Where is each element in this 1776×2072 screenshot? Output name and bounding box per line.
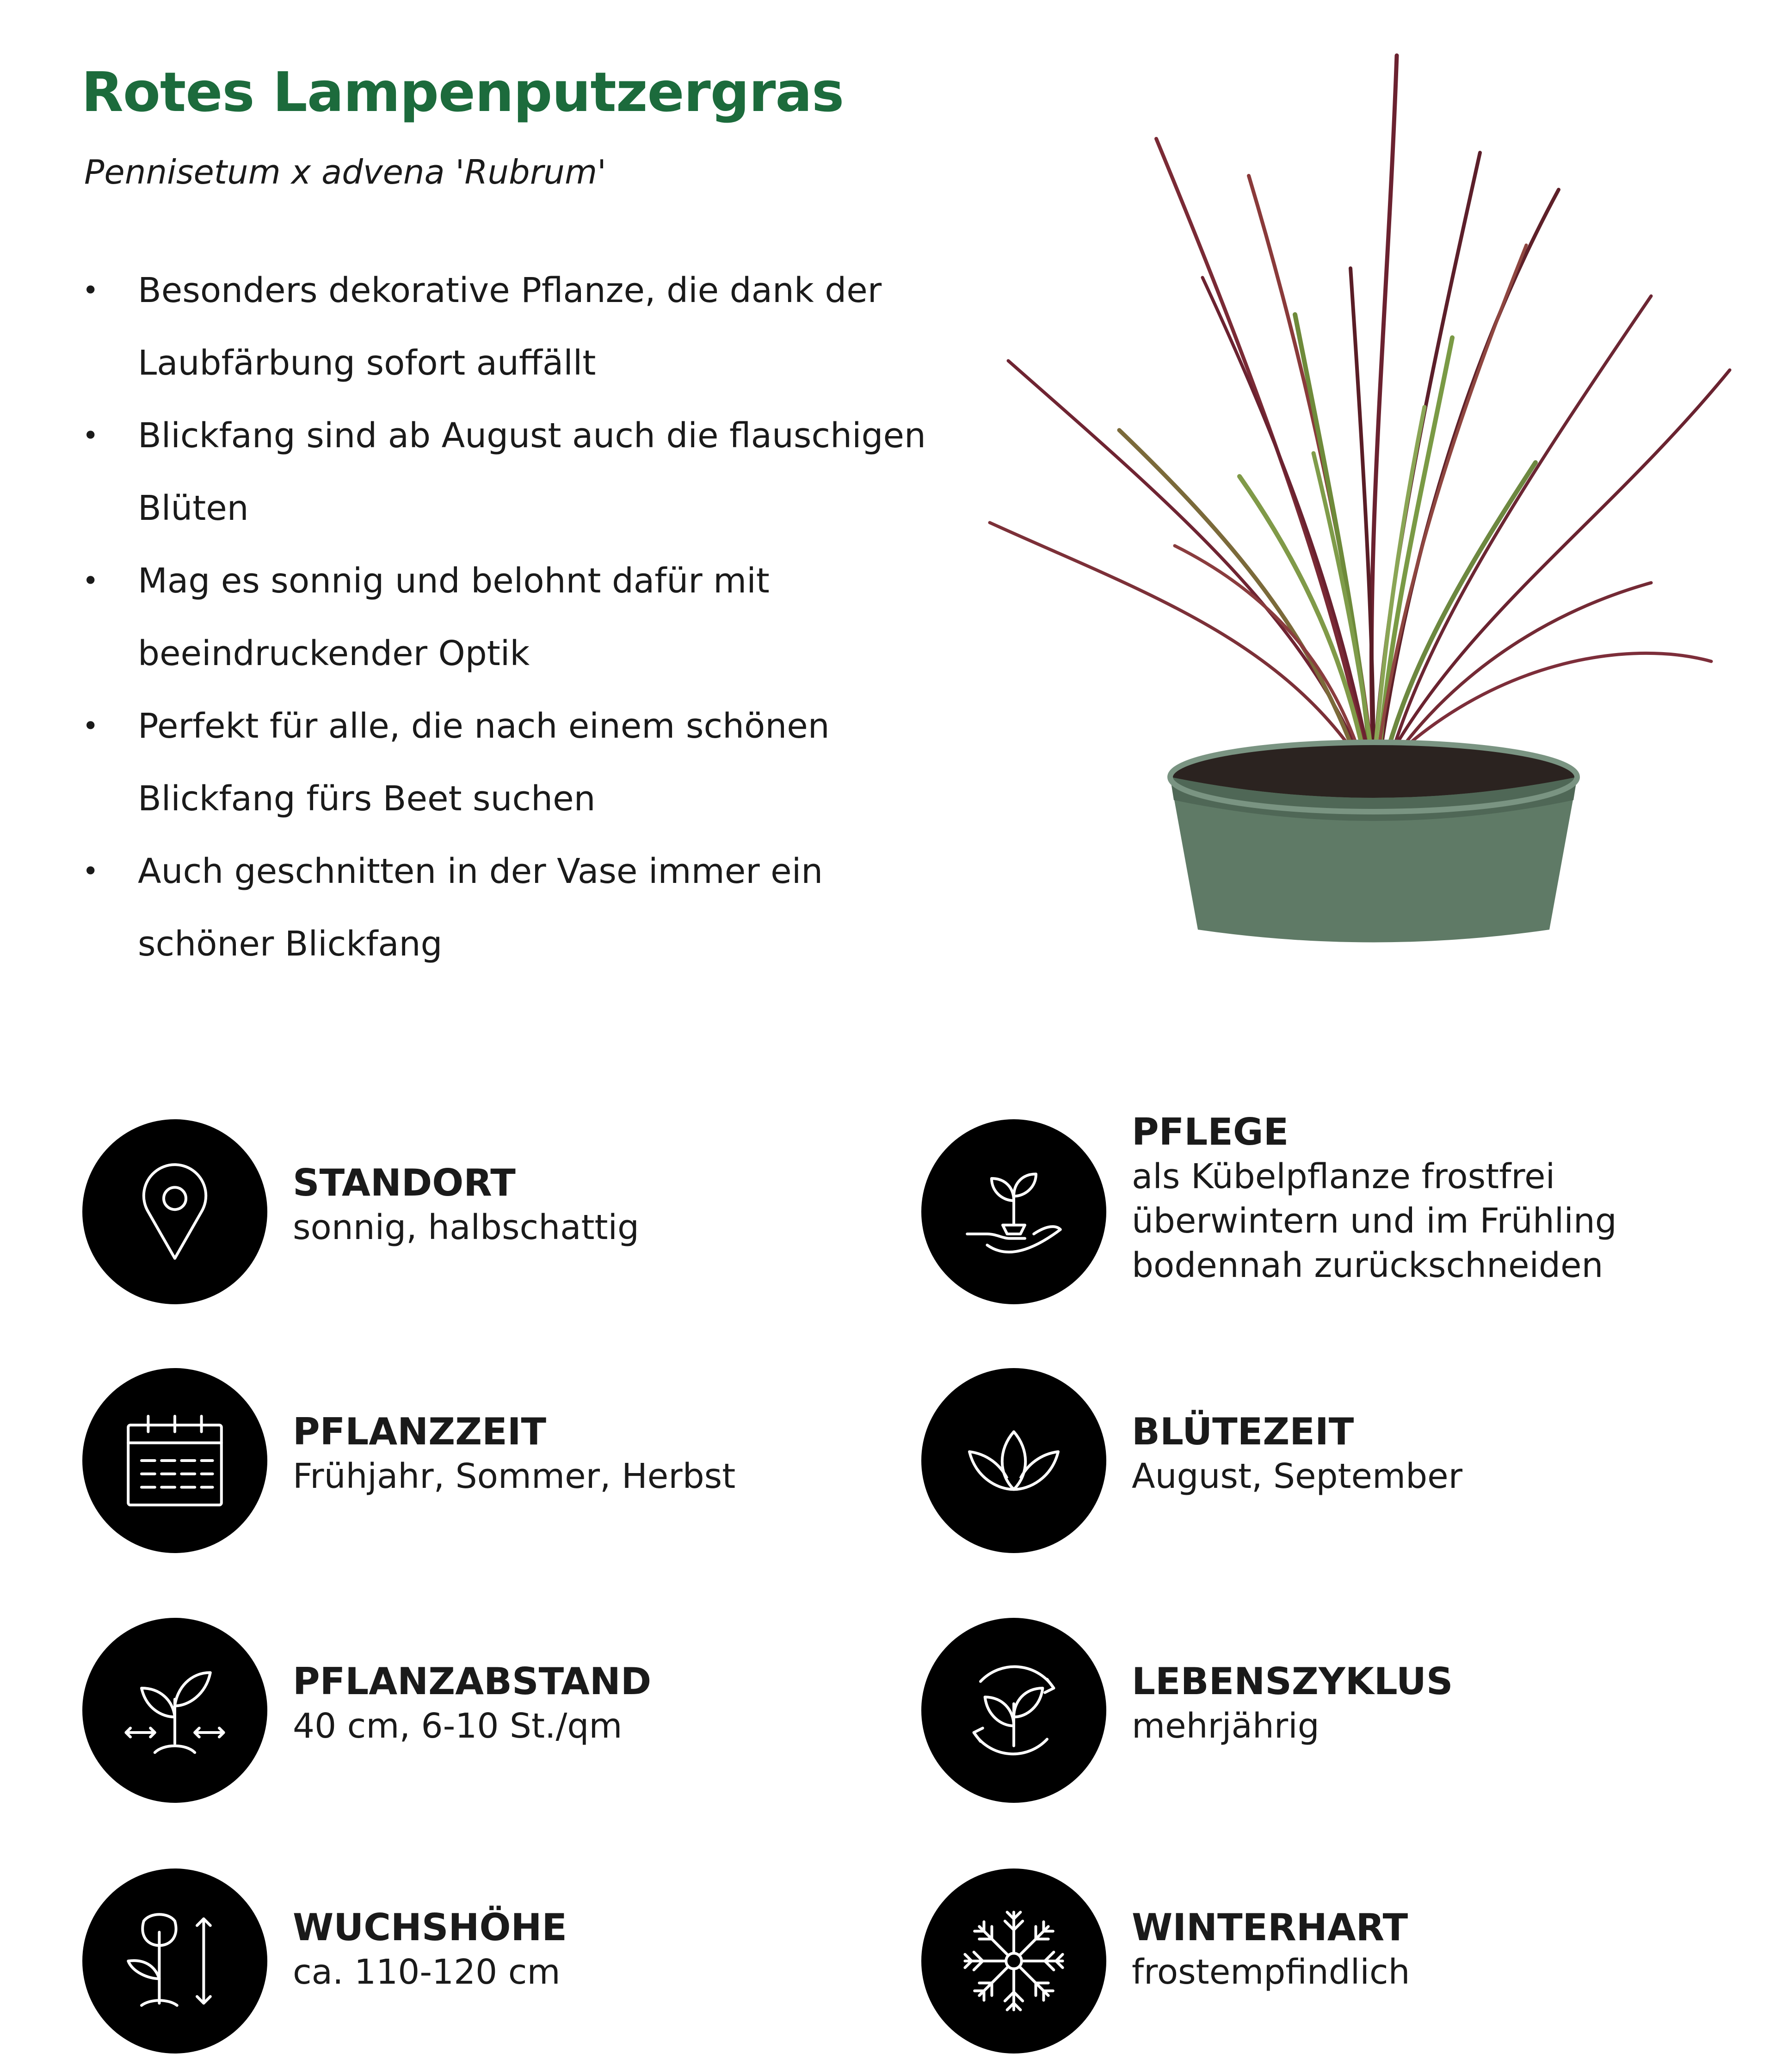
wuchshoehe-value: ca. 110-120 cm: [293, 1952, 561, 1992]
lebenszyklus-value: mehrjährig: [1132, 1706, 1320, 1746]
pflanzabstand-value: 40 cm, 6-10 St./qm: [293, 1706, 623, 1746]
standort-label: STANDORT: [293, 1161, 516, 1204]
info-winterhart: [921, 1868, 1708, 2063]
info-lebenszyklus: [921, 1618, 1708, 1812]
bullet-icon: •: [82, 419, 99, 452]
plant-height-icon: [119, 1906, 230, 2016]
page-title: Rotes Lampenputzergras: [81, 60, 844, 124]
winterhart-value: frostempfindlich: [1132, 1952, 1410, 1992]
pflanzabstand-badge: [82, 1618, 267, 1803]
lotus-flower-icon: [958, 1405, 1069, 1516]
winterhart-badge: [921, 1868, 1106, 2054]
bullet-icon: •: [82, 855, 99, 888]
list-item: [82, 400, 961, 545]
bluetezeit-value: August, September: [1132, 1456, 1463, 1496]
feature-text: Perfekt für alle, die nach einem schönen Blickfang fürs Beet suchen: [138, 706, 830, 819]
lebenszyklus-label: LEBENSZYKLUS: [1132, 1660, 1453, 1703]
pflege-badge: [921, 1119, 1106, 1304]
pflanzzeit-label: PFLANZZEIT: [293, 1410, 547, 1453]
feature-list: [82, 254, 961, 980]
winterhart-label: WINTERHART: [1132, 1906, 1408, 1949]
info-pflanzzeit: [82, 1368, 869, 1562]
info-wuchshoehe: [82, 1868, 869, 2063]
list-item: [82, 835, 961, 980]
plant-cycle-icon: [958, 1655, 1069, 1766]
feature-text: Blickfang sind ab August auch die flauschigen Blüten: [138, 416, 926, 528]
bullet-icon: •: [82, 274, 99, 307]
info-pflege: [921, 1110, 1708, 1314]
plant-pot: [1170, 742, 1577, 943]
standort-value: sonnig, halbschattig: [293, 1208, 640, 1247]
list-item: [82, 254, 961, 400]
feature-text: Auch geschnitten in der Vase immer ein schöner Blickfang: [138, 851, 823, 964]
wuchshoehe-label: WUCHSHÖHE: [293, 1906, 567, 1949]
info-pflanzabstand: [82, 1618, 869, 1812]
seedling-spacing-icon: [119, 1655, 230, 1766]
info-bluetezeit: [921, 1368, 1708, 1562]
bluetezeit-label: BLÜTEZEIT: [1132, 1410, 1354, 1453]
plant-product-image: [980, 37, 1767, 962]
standort-badge: [82, 1119, 267, 1304]
botanical-name: Pennisetum x advena 'Rubrum': [84, 153, 606, 191]
pflanzzeit-value: Frühjahr, Sommer, Herbst: [293, 1456, 736, 1496]
pflanzabstand-label: PFLANZABSTAND: [293, 1660, 652, 1703]
grass-blades: [990, 56, 1730, 768]
snowflake-icon: [958, 1906, 1069, 2016]
wuchshoehe-badge: [82, 1868, 267, 2054]
bullet-icon: •: [82, 565, 99, 597]
lebenszyklus-badge: [921, 1618, 1106, 1803]
calendar-icon: [119, 1405, 230, 1516]
list-item: [82, 545, 961, 690]
pflege-label: PFLEGE: [1132, 1110, 1289, 1153]
bluetezeit-badge: [921, 1368, 1106, 1553]
feature-text: Mag es sonnig und belohnt dafür mit beeindruckender Optik: [138, 561, 770, 673]
feature-text: Besonders dekorative Pflanze, die dank der Laubfärbung sofort auffällt: [138, 271, 882, 383]
info-standort: [82, 1119, 869, 1314]
location-pin-icon: [119, 1156, 230, 1267]
bullet-icon: •: [82, 710, 99, 742]
list-item: [82, 690, 961, 835]
pflanzzeit-badge: [82, 1368, 267, 1553]
pflege-value: als Kübelpflanze frostfrei überwintern und im Frühling bodennah zurückschneiden: [1132, 1157, 1617, 1285]
hand-plant-icon: [958, 1156, 1069, 1267]
